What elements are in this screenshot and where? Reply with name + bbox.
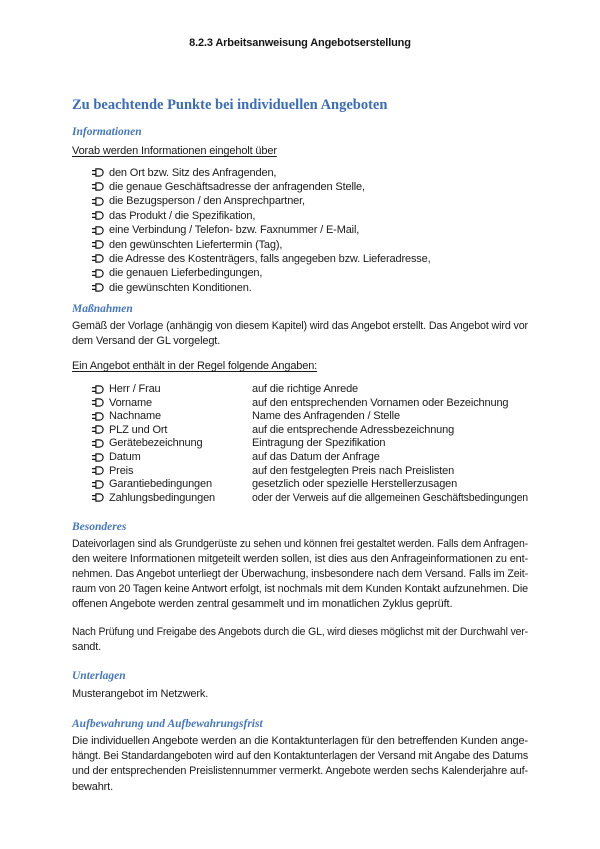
list-item xyxy=(92,165,528,179)
table-row xyxy=(92,410,528,424)
list-item-text: den gewünschten Liefertermin (Tag), xyxy=(109,238,283,251)
section-title-besonderes: Besonderes xyxy=(72,520,127,533)
paragraph-line: Gemäß der Vorlage (anhängig von diesem Kapitel) wird das Angebot erstellt. Das Angebot wird vor xyxy=(72,319,528,332)
row-label: Datum xyxy=(109,451,141,464)
section-title-aufbewahrung: Aufbewahrung und Aufbewahrungsfrist xyxy=(72,718,263,731)
list-item-text: die Adresse des Kostenträgers, falls angegeben bzw. Lieferadresse, xyxy=(109,252,431,265)
arrow-bullet-icon xyxy=(92,182,104,191)
unterlagen-text: Musterangebot im Netzwerk. xyxy=(72,688,209,701)
page-title: Zu beachtende Punkte bei individuellen Angeboten xyxy=(72,97,388,113)
arrow-bullet-icon xyxy=(92,254,104,263)
row-description: auf die richtige Anrede xyxy=(252,383,359,396)
arrow-bullet-icon xyxy=(92,466,104,475)
angebot-table-list xyxy=(92,382,528,504)
table-row xyxy=(92,491,528,505)
besonderes-paragraph-1 xyxy=(72,537,528,613)
row-description: auf die entsprechende Adressbezeichnung xyxy=(252,423,455,436)
row-label: Preis xyxy=(109,464,134,477)
arrow-bullet-icon xyxy=(92,398,104,407)
table-row xyxy=(92,437,528,451)
besonderes-paragraph-2 xyxy=(72,625,528,655)
document-header-title: 8.2.3 Arbeitsanweisung Angebotserstellung xyxy=(189,37,411,49)
paragraph-line: Die individuellen Angebote werden an die Kontaktunterlagen für den betreffenden Kunden ange- xyxy=(72,735,528,748)
section-title-informationen: Informationen xyxy=(72,126,142,139)
row-label: Nachname xyxy=(109,410,161,423)
list-item xyxy=(92,223,528,237)
paragraph-line: und der entsprechenden Preislistennummer vermerkt. Angebote werden sechs Kalenderjahre auf- xyxy=(72,765,528,778)
list-item-text: die genaue Geschäftsadresse der anfragenden Stelle, xyxy=(109,180,365,193)
paragraph-line: Nach Prüfung und Freigabe des Angebots durch die GL, wird dieses möglichst mit der Durchwahl ver- xyxy=(72,625,528,638)
row-description: oder der Verweis auf die allgemeinen Geschäftsbedingungen xyxy=(252,491,528,504)
list-item-text: die gewünschten Konditionen. xyxy=(109,281,252,294)
list-item-text: die Bezugsperson / den Ansprechpartner, xyxy=(109,195,305,208)
paragraph-line: raum von 20 Tagen keine Antwort erfolgt, ist nochmals mit dem Kunden Kontakt aufzunehmen. Die xyxy=(72,583,528,596)
row-description: gesetzlich oder spezielle Herstellerzusagen xyxy=(252,478,458,491)
arrow-bullet-icon xyxy=(92,412,104,421)
paragraph-line: nehmen. Das Angebot unterliegt der Überwachung, insbesondere nach dem Versand. Falls im Zeit- xyxy=(72,568,528,581)
row-label: Garantiebedingungen xyxy=(109,478,212,491)
table-row xyxy=(92,450,528,464)
table-row xyxy=(92,423,528,437)
arrow-bullet-icon xyxy=(92,283,104,292)
arrow-bullet-icon xyxy=(92,480,104,489)
list-item-text: die genauen Lieferbedingungen, xyxy=(109,267,263,280)
arrow-bullet-icon xyxy=(92,197,104,206)
row-label: Zahlungsbedingungen xyxy=(109,491,216,504)
section-title-massnahmen: Maßnahmen xyxy=(72,302,133,315)
list-item xyxy=(92,194,528,208)
massnahmen-paragraph xyxy=(72,319,528,349)
angebot-list-intro: Ein Angebot enthält in der Regel folgende Angaben: xyxy=(72,360,318,373)
row-label: Vorname xyxy=(109,396,152,409)
row-description: auf den entsprechenden Vornamen oder Bezeichnung xyxy=(252,396,509,409)
paragraph-line: sandt. xyxy=(72,640,102,653)
paragraph-line: Dateivorlagen sind als Grundgerüste zu sehen und können frei gestaltet werden. Falls dem Anfragen- xyxy=(72,537,528,550)
arrow-bullet-icon xyxy=(92,425,104,434)
table-row xyxy=(92,396,528,410)
paragraph-line: bewahrt. xyxy=(72,780,113,793)
row-description: auf den festgelegten Preis nach Preislisten xyxy=(252,464,455,477)
list-item-text: den Ort bzw. Sitz des Anfragenden, xyxy=(109,166,277,179)
arrow-bullet-icon xyxy=(92,240,104,249)
paragraph-line: hängt. Bei Standardangeboten wird auf den Kontaktunterlagen der Versand mit Angabe des Datums xyxy=(72,750,528,763)
row-label: Herr / Frau xyxy=(109,383,161,396)
table-row xyxy=(92,477,528,491)
paragraph-line: den weitere Informationen mitgeteilt werden sollen, ist dies aus den Anfrageinformationen zu ent- xyxy=(72,552,528,565)
row-description: Name des Anfragenden / Stelle xyxy=(252,410,400,423)
arrow-bullet-icon xyxy=(92,168,104,177)
paragraph-line: dem Versand der GL vorgelegt. xyxy=(72,335,221,348)
aufbewahrung-paragraph xyxy=(72,734,528,795)
list-item-text: das Produkt / die Spezifikation, xyxy=(109,209,256,222)
table-row xyxy=(92,464,528,478)
list-item xyxy=(92,252,528,266)
arrow-bullet-icon xyxy=(92,211,104,220)
arrow-bullet-icon xyxy=(92,385,104,394)
arrow-bullet-icon xyxy=(92,439,104,448)
row-label: Gerätebezeichnung xyxy=(109,437,203,450)
paragraph-line: offenen Angebote werden zentral gesammelt und im monatlichen Zyklus geprüft. xyxy=(72,598,453,611)
list-item xyxy=(92,180,528,194)
table-row xyxy=(92,382,528,396)
list-item xyxy=(92,237,528,251)
list-item xyxy=(92,281,528,295)
arrow-bullet-icon xyxy=(92,453,104,462)
section-title-unterlagen: Unterlagen xyxy=(72,670,126,683)
arrow-bullet-icon xyxy=(92,226,104,235)
row-label: PLZ und Ort xyxy=(109,423,168,436)
list-item xyxy=(92,209,528,223)
list-item-text: eine Verbindung / Telefon- bzw. Faxnummer / E-Mail, xyxy=(109,224,360,237)
row-description: Eintragung der Spezifikation xyxy=(252,437,386,450)
list-item xyxy=(92,266,528,280)
informationen-intro: Vorab werden Informationen eingeholt über xyxy=(72,145,277,158)
informationen-bullet-list xyxy=(92,165,528,295)
row-description: auf das Datum der Anfrage xyxy=(252,451,380,464)
arrow-bullet-icon xyxy=(92,493,104,502)
arrow-bullet-icon xyxy=(92,269,104,278)
